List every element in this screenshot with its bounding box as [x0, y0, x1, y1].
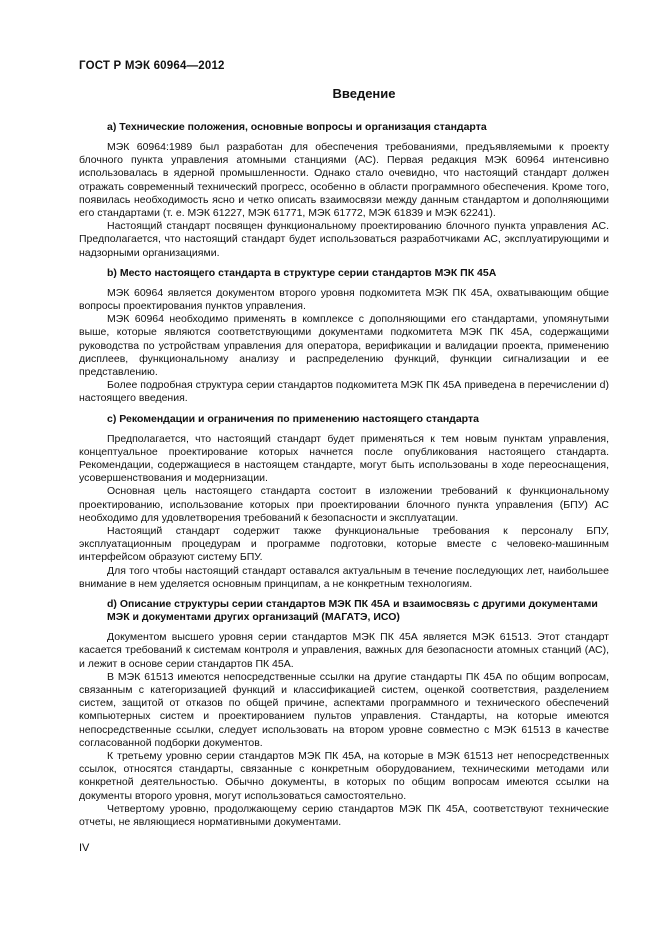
- paragraph: Более подробная структура серии стандартов подкомитета МЭК ПК 45А приведена в перечислении d) настоящего введения.: [79, 379, 609, 405]
- paragraph: Для того чтобы настоящий стандарт оставался актуальным в течение последующих лет, наибольшее внимание в нем уделяется основным принципам, а не конкретным технологиям.: [79, 564, 609, 590]
- section-d: [79, 598, 609, 829]
- section-c: [79, 413, 609, 591]
- document-header: ГОСТ Р МЭК 60964—2012: [79, 60, 225, 72]
- page-title: Введение: [332, 86, 396, 101]
- section-title: c) Рекомендации и ограничения по применению настоящего стандарта: [107, 412, 479, 425]
- paragraph: МЭК 60964:1989 был разработан для обеспечения требованиями, предъявляемыми к проекту блочного пункта управления атомными станциями (АС). Первая редакция МЭК 60964 интенсивно использовалась в ядерной промышленности. Однако стало очевидно, что настоящий стандарт должен отражать современный технический прогресс, особенно в области программного обеспечения. Кроме того, появилась необходимость ясно и четко описать взаимосвязи между данным стандартом и дополняющими его стандартами (т. е. МЭК 61227, МЭК 61771, МЭК 61772, МЭК 61839 и МЭК 62241).: [79, 141, 609, 220]
- section-b: [79, 267, 609, 406]
- section-a: [79, 121, 609, 260]
- paragraph: МЭК 60964 является документом второго уровня подкомитета МЭК ПК 45А, охватывающим общие вопросы проектирования пунктов управления.: [79, 286, 609, 313]
- paragraph: Документом высшего уровня серии стандартов МЭК ПК 45А является МЭК 61513. Этот стандарт касается требований к системам контроля и управления, важных для безопасности атомных станций (АС), и лежит в основе серии стандартов ПК 45А.: [79, 631, 609, 670]
- paragraph: МЭК 60964 необходимо применять в комплексе с дополняющими его стандартами, упомянутыми выше, которые являются соответствующими документами подкомитета МЭК ПК 45А, содержащими руководства по устройствам управления для оператора, верификации и валидации проекта, применению дисплеев, функциональному анализу и распределению функций, функции сигнализации и ее представлению.: [79, 313, 609, 379]
- section-title: d) Описание структуры серии стандартов МЭК ПК 45А и взаимосвязь с другими документами МЭК и документами других организаций (МАГАТЭ, ИСО): [107, 598, 598, 624]
- paragraph: Четвертому уровню, продолжающему серию стандартов МЭК ПК 45А, соответствуют технические отчеты, не являющиеся нормативными документами.: [79, 802, 609, 828]
- paragraph: Настоящий стандарт содержит также функциональные требования к персоналу БПУ, эксплуатационным процедурам и программе подготовки, которые вместе с человеко-машинным интерфейсом образуют систему БПУ.: [79, 525, 609, 564]
- paragraph: К третьему уровню серии стандартов МЭК ПК 45А, на которые в МЭК 61513 нет непосредственных ссылок, относятся стандарты, связанные с конкретным оборудованием, техническими методами или конкретной деятельностью. Обычно документы, в которых по общим вопросам имеются ссылки на документы второго уровня, могут использоваться самостоятельно.: [79, 749, 609, 802]
- section-title: b) Место настоящего стандарта в структуре серии стандартов МЭК ПК 45А: [107, 266, 497, 279]
- paragraph: Настоящий стандарт посвящен функциональному проектированию блочного пункта управления АС. Предполагается, что настоящий стандарт будет использоваться разработчиками АС, эксплуатирующими и надзорными организациями.: [79, 220, 609, 259]
- section-title: a) Технические положения, основные вопросы и организация стандарта: [107, 121, 487, 133]
- paragraph: Основная цель настоящего стандарта состоит в изложении требований к функциональному проектированию, использование которых при проектировании блочного пункта управления (БПУ) АС необходимо для удовлетворения требований к безопасности и эксплуатации.: [79, 485, 609, 524]
- paragraph: В МЭК 61513 имеются непосредственные ссылки на другие стандарты ПК 45А по общим вопросам, связанным с категоризацией функций и классификацией систем, оценкой соответствия, разделением систем, защитой от отказов по общей причине, аспектами программного и технического обеспечений компьютерных систем и проектированием пультов управления. Стандарты, на которые имеются непосредственные ссылки, следует использовать на втором уровне совместно с МЭК 61513 в качестве согласованной подборки документов.: [79, 670, 609, 749]
- page-number: IV: [79, 842, 90, 854]
- paragraph: Предполагается, что настоящий стандарт будет применяться к тем новым пунктам управления, концептуальное проектирование которых начнется после опубликования настоящего стандарта. Рекомендации, содержащиеся в настоящем стандарте, могут быть использованы в ходе переоснащения, усовершенствования и модернизации.: [79, 432, 609, 485]
